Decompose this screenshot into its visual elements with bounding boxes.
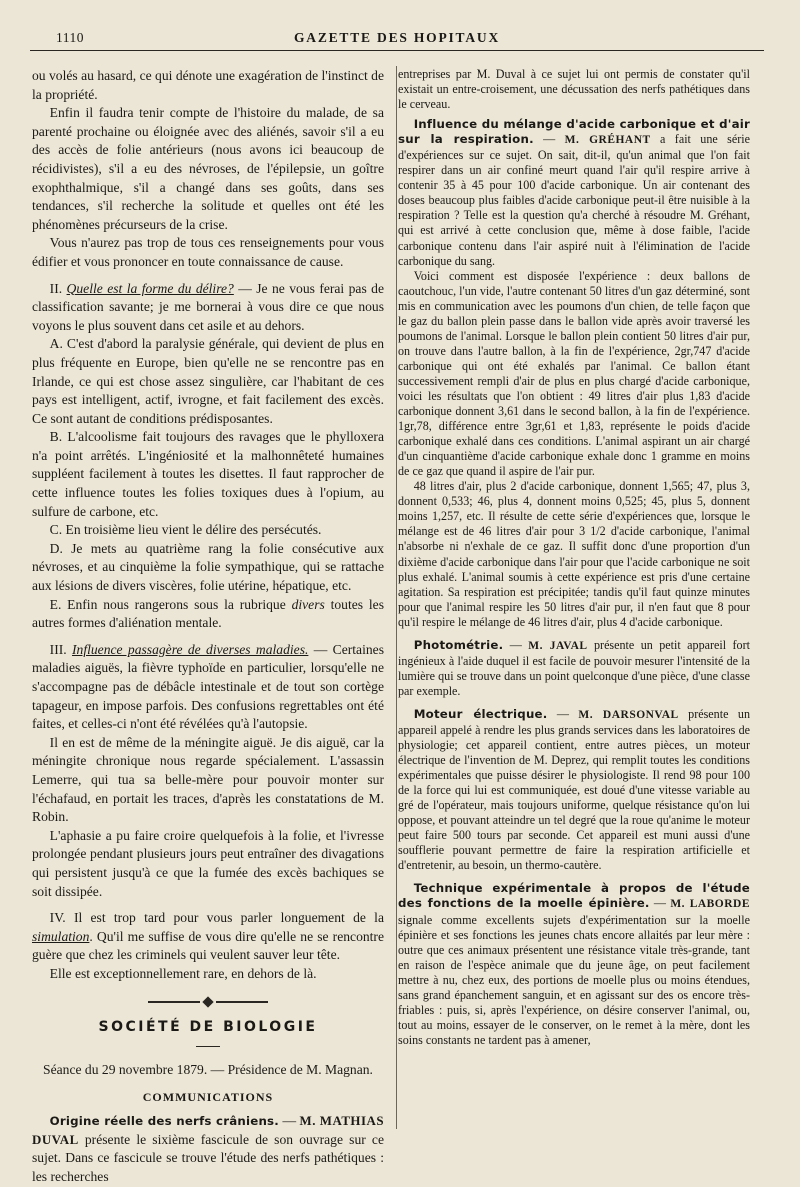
article-title: Technique expérimentale à propos de l'étude des fonctions de la moelle épinière. [398, 881, 750, 911]
section-ornament [148, 998, 268, 1006]
article-title: Moteur électrique. [413, 706, 548, 721]
moteur-paragraph: Moteur électrique. — M. DARSONVAL présente un appareil appelé à rendre les plus grands services dans les laboratoires de physiologie; cet appareil contient, entre autres pièces, un moteur électrique de l'invention de M. Deprez, qui remplit toutes les conditions expérimentales que puisse désirer le physiologiste. Il rend 98 pour 100 de la force qui lui est communiquée, est doué d'une vitesse variable au gré de l'opérateur, mais toujours uniforme, quelque résistance qu'on lui oppose, et pouvant atteindre un tel degré que la roue qu'anime le moteur peut faire 500 tours par seconde. Cet appareil est muni aussi d'une soufflerie pouvant permettre de faire la respiration artificielle et d'entretenir, au besoin, un thermo-cautère. [398, 706, 750, 873]
paragraph: L'aphasie a pu faire croire quelquefois à la folie, et l'ivresse prolongée pendant plusieurs jours peut entraîner des divagations qui persistent jusqu'à ce que la fumée des excès bachiques se soit dissipée. [32, 827, 384, 899]
section-ii: II. Quelle est la forme du délire? — Je ne vous ferai pas de classification savante; je me bornerai à vous dire ce que nous voyons le plus souvent dans cet asile et au dehors. [32, 280, 384, 333]
section-iv: IV. Il est trop tard pour vous parler longuement de la simulation. Qu'il me suffise de vous dire qu'elle ne se rencontre guère que chez les criminels qui veulent sauver leur tête. [32, 910, 384, 963]
author-name: M. MATHIAS DUVAL [32, 1113, 384, 1147]
paragraph: Voici comment est disposée l'expérience : deux ballons de caoutchouc, l'un vide, l'autre contenant 50 litres d'un gaz déterminé, sont mis en communication avec les poumons d'un chien, de telle façon que le gaz du ballon plein passe dans le ballon vide après avoir traversé les poumons de l'animal. Lorsque le ballon plein contient 50 litres d'air pur, on trouve dans l'autre ballon, à la fin de l'expérience, 2gr,747 d'acide carbonique qui ont été exhalés par l'animal. Ce ballon étant successivement rempli d'air de plus en plus chargé d'acide carbonique, voici les résultats que l'on obtient : 49 litres d'air plus 1,83 d'acide carbonique donnent 3,61 dans le second ballon, à la fin de l'expérience. 1gr,78, différence entre 3gr,61 et 1,83, représente le poids d'acide carbonique exhalé dans ces conditions. L'animal aspirant un air chargé d'un cinquantième d'acide carbonique exhale donc 1 gramme en moins de ce gaz que quand il aspire de l'air pur. [398, 268, 750, 479]
divider [196, 1046, 220, 1047]
paragraph: E. Enfin nous rangerons sous la rubrique divers toutes les autres formes d'aliénation mentale. [32, 596, 384, 631]
origine-paragraph: Origine réelle des nerfs crâniens. — M. MATHIAS DUVAL présente le sixième fascicule de son ouvrage sur ce sujet. Dans ce fascicule se trouve l'étude des nerfs pathétiques : les recherches [32, 1113, 384, 1185]
paragraph: Enfin il faudra tenir compte de l'histoire du malade, de sa parenté prochaine ou éloignée avec des aliénés, savoir s'il a eu des accès de folie antérieurs (nous avons ici beaucoup de récidivistes), s'il a eu des névroses, de l'épilepsie, un goître exophthalmique, s'il a changé dans ses goûts, dans ses tendances, s'il recherche la solitude et quelles ont été les phénomènes précurseurs de la crise. [32, 105, 384, 232]
paragraph: D. Je mets au quatrième rang la folie consécutive aux névroses, et au cinquième la folie sympathique, qui se rattache aux lésions de divers viscères, folie utérine, hépatique, etc. [32, 540, 384, 594]
paragraph: 48 litres d'air, plus 2 d'acide carbonique, donnent 1,565; 47, plus 3, donnent 0,533; 46, plus 4, donnent moins 0,525; 45, plus 5, donnent moins 1,257, etc. Il résulte de cette série d'expériences que, lorsque le mélange est de 46 litres d'air pour 3 1/2 d'acide carbonique, l'animal n'absorbe ni n'exhale de ce gaz. Il suffit donc d'une proportion d'un dixième d'acide carbonique dans l'air pour que l'acide carbonique ne soit plus exhalé. L'animal soumis à cette expérience est pris d'une certaine agitation. Sa respiration est précipitée; tandis qu'il faut quinze minutes pour que l'animal respire les 50 litres d'air pur, il n'en faut que 8 pour qu'il respire le mélange de 46 litres d'air, plus 4 d'acide carbonique. [398, 479, 750, 629]
seance-line: Séance du 29 novembre 1879. — Présidence de M. Magnan. [43, 1062, 373, 1078]
paragraph: A. C'est d'abord la paralysie générale, qui devient de plus en plus fréquente en Europe, bien qu'elle ne se rencontre pas en Irlande, ce qui est chose assez singulière, car l'habitant de ces pays est intelligent, actif, ivrogne, et fait facilement des excès. Ce sont autant de conditions prédisposantes. [32, 336, 384, 426]
section-title: Quelle est la forme du délire? [66, 280, 234, 296]
paragraph: Il en est de même de la méningite aiguë. Je dis aiguë, car la méningite chronique nous regarde spécialement. L'assassin Lemerre, qui tua sa belle-mère pour pouvoir monter sur l'échafaud, en portait les traces, d'après les constatations de M. Robin. [32, 734, 384, 825]
section-iii: III. Influence passagère de diverses maladies. — Certaines maladies aiguës, la fièvre typhoïde en particulier, lorsqu'elle ne s'accompagne pas de débâcle intestinale et de tout son cortège tapageur, en impose parfois. Des confusions regrettables ont été faites, et celles-ci n'ont été révélées qu'à l'autopsie. [32, 641, 384, 732]
journal-title: GAZETTE DES HOPITAUX [293, 30, 501, 45]
society-heading: SOCIÉTÉ DE BIOLOGIE [98, 1018, 318, 1035]
author-name: M. GRÉHANT [564, 134, 651, 147]
paragraph: ou volés au hasard, ce qui dénote une exagération de l'instinct de la propriété. [32, 68, 384, 102]
author-name: M. LABORDE [670, 898, 750, 911]
right-column [398, 67, 750, 1048]
article-title: Origine réelle des nerfs crâniens. [49, 1114, 279, 1129]
article-title: Photométrie. [413, 637, 504, 652]
column-divider [396, 66, 397, 1129]
section-title: Influence passagère de diverses maladies. [72, 641, 309, 657]
influence-paragraph: Influence du mélange d'acide carbonique et d'air sur la respiration. — M. GRÉHANT a fait une série d'expériences sur ce sujet. On sait, dit-il, qu'un animal que l'on fait respirer dans un air confiné meurt quand l'air qu'il respire arrive à contenir 35 à 45 pour 100 d'acide carbonique. Un air contenant des doses beaucoup plus faibles d'acide carbonique peut-il être nuisible à la respiration ? Telle est la question qu'a cherché à résoudre M. Gréhant, qui est arrivé à cette conclusion que, même à dose faible, l'acide carbonique contenu dans l'air aspiré nuit à l'élimination de l'acide carbonique du sang. [398, 117, 750, 268]
technique-paragraph: Technique expérimentale à propos de l'étude des fonctions de la moelle épinière. — M. LABORDE signale comme excellents sujets d'expérimentation sur la moelle épinière et ses fonctions les jeunes chats encore allaités par leur mère : outre que ces animaux présentent une résistance vitale très-grande, tant en raison de l'espèce animale que du jeune âge, on peut facilement mettre à nu, chez eux, des portions de moelle plus ou moins étendues, sans grand épanchement sanguin, et en agissant sur des os encore très-friables : puis, si, après l'expérience, on désire conserver l'animal, ou, tout au moins, essayer de le conserver, on le remet à la mère, dont les soins constants ne tardent pas à amener, [398, 881, 750, 1047]
paragraph: B. L'alcoolisme fait toujours des ravages que le phylloxera n'a point arrêtés. L'ingéniosité et la malhonnêteté humaines suppléent facilement à toutes les disettes. Il faut rapprocher de cette influence toutes les folies toxiques dues à l'opium, au sulfure de carbone, etc. [32, 429, 384, 519]
left-column [32, 67, 384, 1187]
page-number: 1110 [56, 30, 84, 45]
paragraph: Elle est exceptionnellement rare, en dehors de là. [49, 965, 317, 981]
paragraph: C. En troisième lieu vient le délire des persécutés. [49, 522, 322, 538]
author-name: M. JAVAL [528, 639, 588, 652]
photometrie-paragraph: Photométrie. — M. JAVAL présente un petit appareil fort ingénieux à l'aide duquel il est facile de pouvoir mesurer l'intensité de la lumière qui se trouve dans un point quelconque d'une pièce, d'une classe par exemple. [398, 637, 750, 698]
author-name: M. DARSONVAL [578, 708, 679, 721]
communications-heading: COMMUNICATIONS [142, 1089, 274, 1104]
page-header [30, 28, 764, 51]
paragraph: Vous n'aurez pas trop de tous ces renseignements pour vous édifier et vous prononcer en toute connaissance de cause. [32, 235, 384, 269]
article-title: Influence du mélange d'acide carbonique et d'air sur la respiration. [398, 117, 750, 147]
paragraph: entreprises par M. Duval à ce sujet lui ont permis de constater qu'il existait un entre-croisement, une décussation des nerfs pathétiques dans le cerveau. [398, 67, 750, 112]
